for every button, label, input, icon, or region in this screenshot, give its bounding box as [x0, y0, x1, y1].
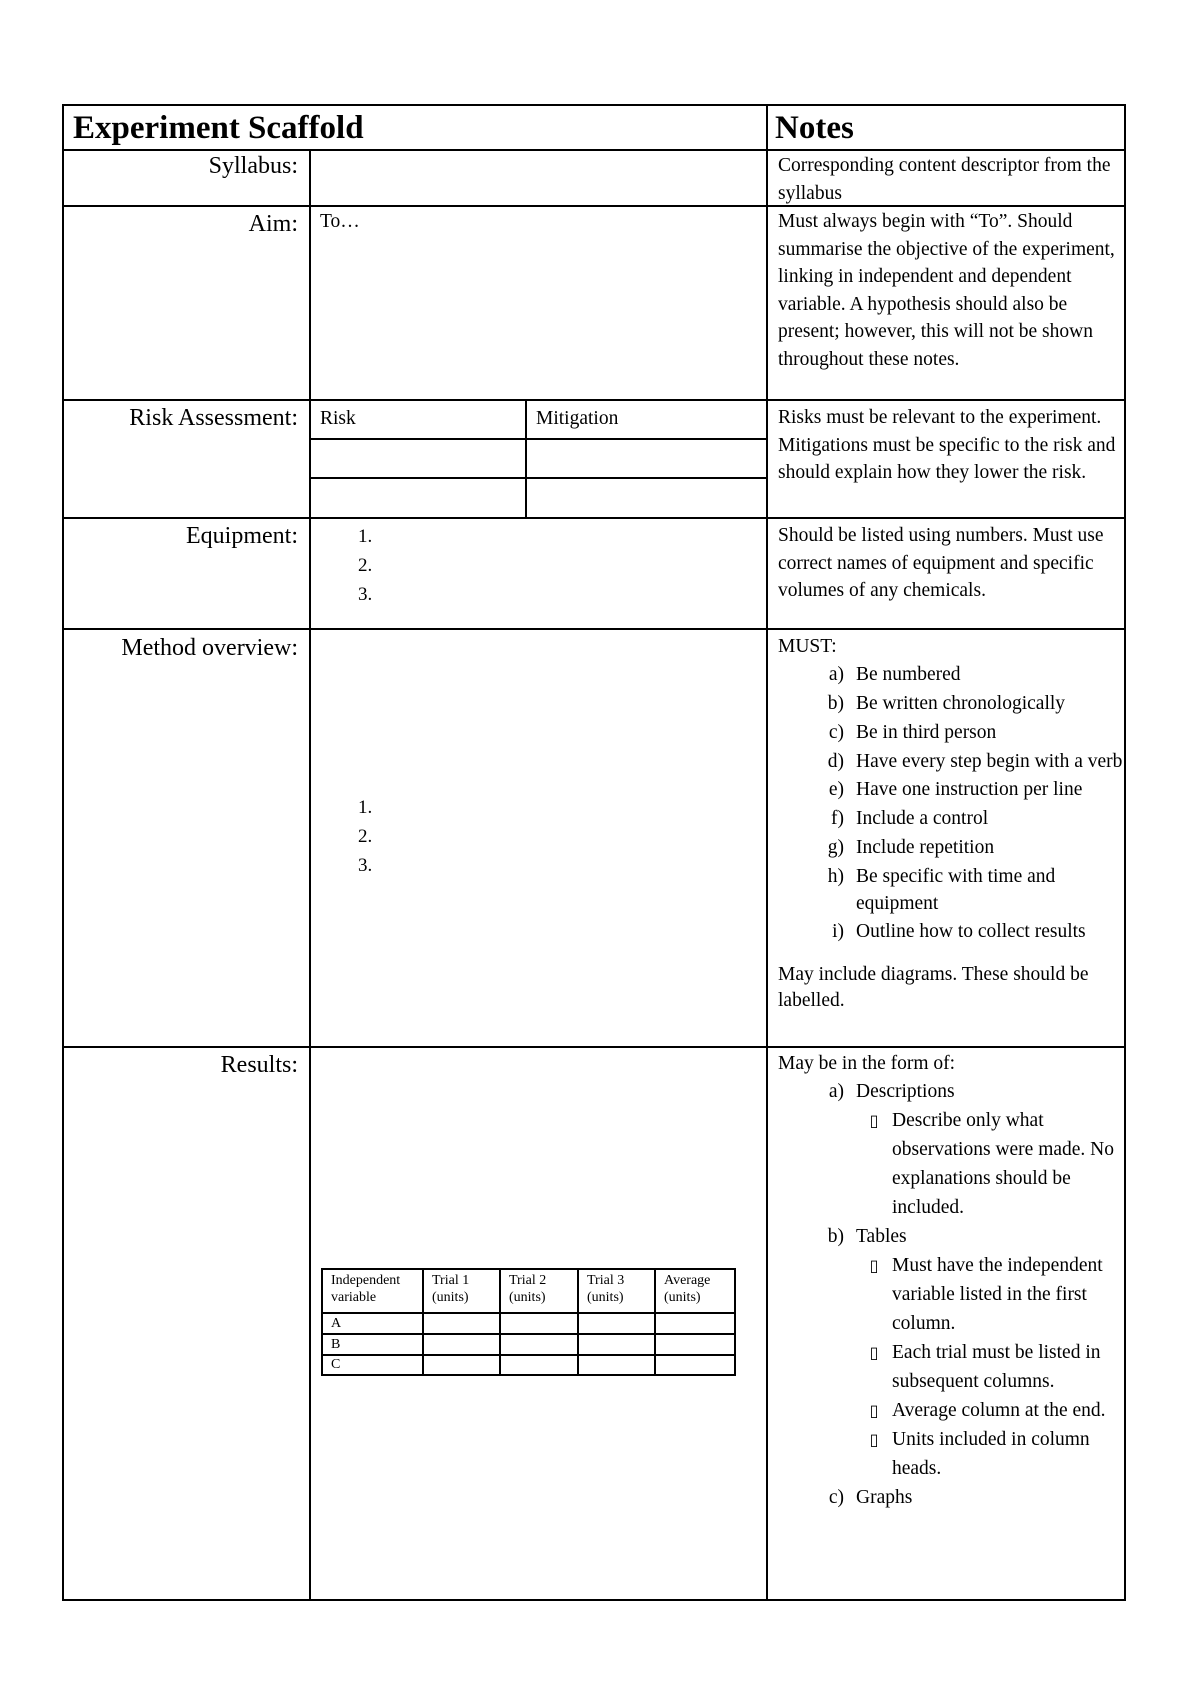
table-row-divider	[323, 1333, 734, 1335]
notes-title: Notes	[775, 110, 854, 146]
list-item: b) Be written chronologically	[827, 693, 1066, 714]
list-item: a) Be numbered	[828, 664, 961, 685]
table-row-divider	[323, 1354, 734, 1356]
table-header: Independent variable	[331, 1273, 401, 1305]
table-row-label: A	[331, 1316, 342, 1331]
row-divider	[62, 149, 1126, 151]
risk-row-divider	[310, 438, 767, 440]
checkbox-bullet-icon: ▯	[869, 1256, 879, 1275]
page-title: Experiment Scaffold	[73, 110, 364, 146]
list-item: d) Have every step begin with a verb	[827, 751, 1123, 772]
risk-inner-divider	[525, 401, 527, 519]
table-row-label: B	[331, 1337, 341, 1352]
risk-assessment-label: Risk Assessment:	[129, 405, 298, 431]
list-item: 2.	[358, 826, 373, 847]
list-item: f) Include a control	[831, 808, 989, 829]
checkbox-bullet-icon: ▯	[869, 1111, 879, 1130]
equipment-label: Equipment:	[186, 523, 298, 549]
checkbox-bullet-icon: ▯	[869, 1401, 879, 1420]
checkbox-bullet-icon: ▯	[869, 1430, 879, 1449]
list-item: ▯ Must have the independent variable listed in the first column.	[856, 1251, 1126, 1338]
list-item: 1.	[358, 526, 373, 547]
syllabus-note: Corresponding content descriptor from the syllabus	[778, 155, 1111, 204]
method-note-intro: MUST:	[778, 636, 837, 657]
risk-row-divider	[310, 477, 767, 479]
list-item: 2.	[358, 555, 373, 576]
list-item: c) Be in third person	[828, 722, 997, 743]
method-note-items	[778, 660, 1126, 946]
list-item: ▯ Each trial must be listed in subsequent columns.	[856, 1338, 1126, 1396]
method-note	[778, 633, 1126, 1014]
risk-column-header: Risk	[320, 408, 356, 429]
list-item: 3.	[358, 855, 373, 876]
table-header: Average (units)	[664, 1273, 711, 1305]
aim-label: Aim:	[248, 211, 298, 237]
list-item: c) Graphs	[828, 1487, 913, 1508]
list-item: ▯ Average column at the end.	[856, 1396, 1126, 1425]
method-overview-label: Method overview:	[121, 635, 298, 661]
table-row-label: C	[331, 1357, 341, 1372]
equipment-note: Should be listed using numbers. Must use correct names of equipment and specific volumes of any chemicals.	[778, 525, 1104, 601]
list-item: i) Outline how to collect results	[832, 921, 1086, 942]
list-item: 1.	[358, 797, 373, 818]
results-example-table	[321, 1268, 736, 1376]
row-divider	[62, 399, 1126, 401]
results-note-intro: May be in the form of:	[778, 1053, 956, 1074]
row-divider	[62, 1046, 1126, 1048]
table-row-divider	[323, 1312, 734, 1314]
list-item: b) Tables	[827, 1226, 907, 1247]
notes-column-divider	[766, 104, 768, 1601]
row-divider	[62, 517, 1126, 519]
aim-content: To…	[320, 211, 360, 232]
label-column-divider	[309, 150, 311, 1601]
list-item: 3.	[358, 584, 373, 605]
aim-note: Must always begin with “To”. Should summarise the objective of the experiment, linking in independent and dependent variable. A hypothesis should also be present; however, this will not be shown throughout these notes.	[778, 211, 1115, 370]
syllabus-label: Syllabus:	[208, 153, 298, 179]
method-note-outro: May include diagrams. These should be labelled.	[778, 964, 1089, 1011]
checkbox-bullet-icon: ▯	[869, 1343, 879, 1362]
mitigation-column-header: Mitigation	[536, 408, 619, 429]
table-header: Trial 1 (units)	[432, 1273, 470, 1305]
risk-note: Risks must be relevant to the experiment. Mitigations must be specific to the risk and should explain how they lower the risk.	[778, 407, 1116, 483]
table-header: Trial 2 (units)	[509, 1273, 547, 1305]
equipment-list	[358, 522, 372, 609]
list-item: ▯ Units included in column heads.	[856, 1425, 1126, 1483]
row-divider	[62, 628, 1126, 630]
list-item: ▯ Describe only what observations were made. No explanations should be included.	[856, 1106, 1126, 1222]
list-item: h) Be specific with time and equipment	[827, 866, 1056, 914]
list-item: e) Have one instruction per line	[828, 779, 1083, 800]
method-list	[358, 793, 372, 880]
results-label: Results:	[220, 1052, 298, 1078]
list-item: a) Descriptions	[828, 1081, 955, 1102]
list-item: g) Include repetition	[827, 837, 995, 858]
table-header: Trial 3 (units)	[587, 1273, 625, 1305]
results-note	[778, 1050, 1126, 1512]
